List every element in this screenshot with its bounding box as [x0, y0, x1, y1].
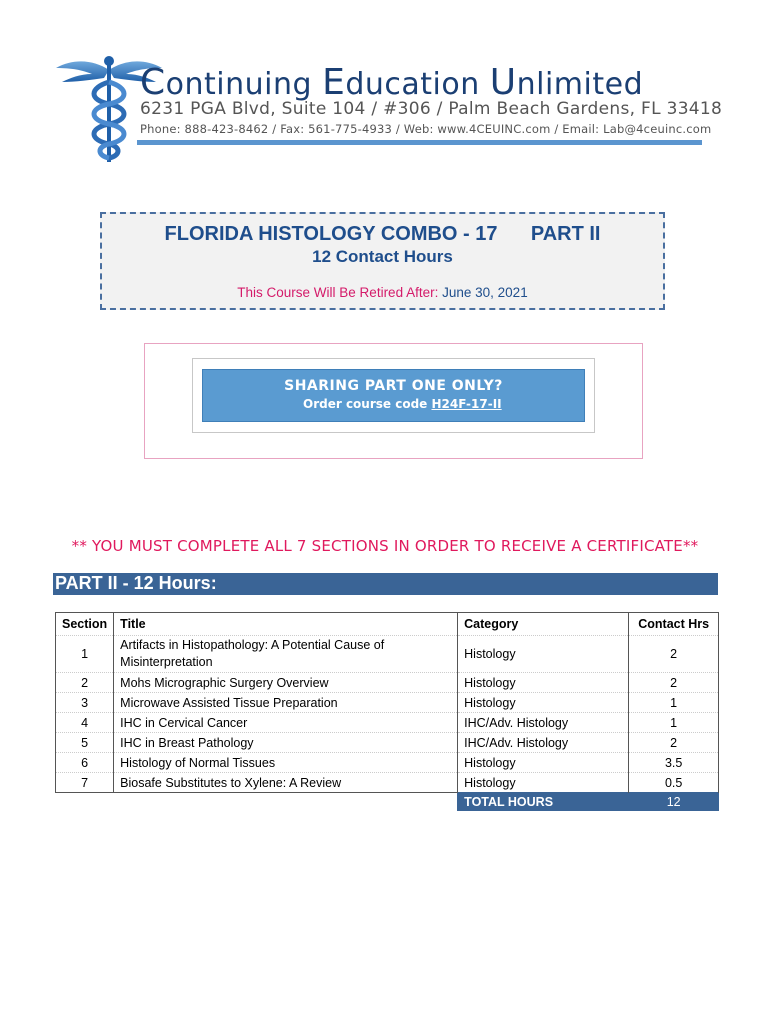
section-number: 5 [56, 733, 114, 753]
section-number: 3 [56, 693, 114, 713]
section-title: Histology of Normal Tissues [114, 753, 458, 773]
header-contact-hours: Contact Hrs [629, 613, 719, 636]
section-title: IHC in Breast Pathology [114, 733, 458, 753]
section-hours: 3.5 [629, 753, 719, 773]
table-row [56, 673, 719, 693]
section-category: Histology [458, 753, 629, 773]
table-header-row [56, 613, 719, 636]
section-number: 7 [56, 773, 114, 793]
section-title: Artifacts in Histopathology: A Potential Cause of Misinterpretation [114, 636, 458, 673]
part-title: PART II - 12 Hours: [55, 573, 217, 593]
section-number: 6 [56, 753, 114, 773]
organization-contact: Phone: 888-423-8462 / Fax: 561-775-4933 / Web: www.4CEUINC.com / Email: Lab@4ceuinc.com [140, 122, 712, 136]
total-hours-label: TOTAL HOURS [458, 793, 629, 811]
section-number: 1 [56, 636, 114, 673]
table-row [56, 636, 719, 673]
section-hours: 2 [629, 636, 719, 673]
section-category: Histology [458, 693, 629, 713]
sharing-course-code-link[interactable]: H24F-17-II [431, 397, 502, 411]
section-hours: 0.5 [629, 773, 719, 793]
sharing-banner [202, 369, 585, 422]
total-spacer [114, 793, 458, 811]
section-number: 2 [56, 673, 114, 693]
header-divider [137, 140, 702, 145]
retirement-label: This Course Will Be Retired After: [237, 285, 439, 300]
section-title: Biosafe Substitutes to Xylene: A Review [114, 773, 458, 793]
table-row [56, 773, 719, 793]
section-title: Microwave Assisted Tissue Preparation [114, 693, 458, 713]
section-title: Mohs Micrographic Surgery Overview [114, 673, 458, 693]
section-hours: 2 [629, 733, 719, 753]
retirement-notice [102, 285, 663, 300]
table-row [56, 713, 719, 733]
sharing-order-line [303, 397, 502, 411]
header-section: Section [56, 613, 114, 636]
section-hours: 2 [629, 673, 719, 693]
section-category: IHC/Adv. Histology [458, 733, 629, 753]
part-header-bar [53, 573, 718, 595]
organization-name: Continuing Education Unlimited [140, 62, 644, 103]
total-hours-value: 12 [629, 793, 719, 811]
section-category: Histology [458, 773, 629, 793]
table-row [56, 753, 719, 773]
course-title: FLORIDA HISTOLOGY COMBO - 17 PART II [164, 223, 601, 245]
section-number: 4 [56, 713, 114, 733]
organization-address: 6231 PGA Blvd, Suite 104 / #306 / Palm Beach Gardens, FL 33418 [140, 99, 723, 119]
course-sections-table [55, 612, 719, 811]
retirement-date: June 30, 2021 [442, 285, 528, 300]
section-title: IHC in Cervical Cancer [114, 713, 458, 733]
sharing-heading: SHARING PART ONE ONLY? [284, 378, 503, 394]
total-row [56, 793, 719, 811]
total-spacer [56, 793, 114, 811]
table-row [56, 733, 719, 753]
header-title: Title [114, 613, 458, 636]
header-category: Category [458, 613, 629, 636]
sharing-order-text: Order course code [303, 397, 432, 411]
table-row [56, 693, 719, 713]
completion-warning: ** YOU MUST COMPLETE ALL 7 SECTIONS IN ORDER TO RECEIVE A CERTIFICATE** [71, 537, 699, 555]
course-title-box [100, 212, 665, 310]
contact-hours: 12 Contact Hours [312, 247, 453, 266]
section-hours: 1 [629, 713, 719, 733]
section-category: Histology [458, 673, 629, 693]
section-category: IHC/Adv. Histology [458, 713, 629, 733]
section-category: Histology [458, 636, 629, 673]
section-hours: 1 [629, 693, 719, 713]
